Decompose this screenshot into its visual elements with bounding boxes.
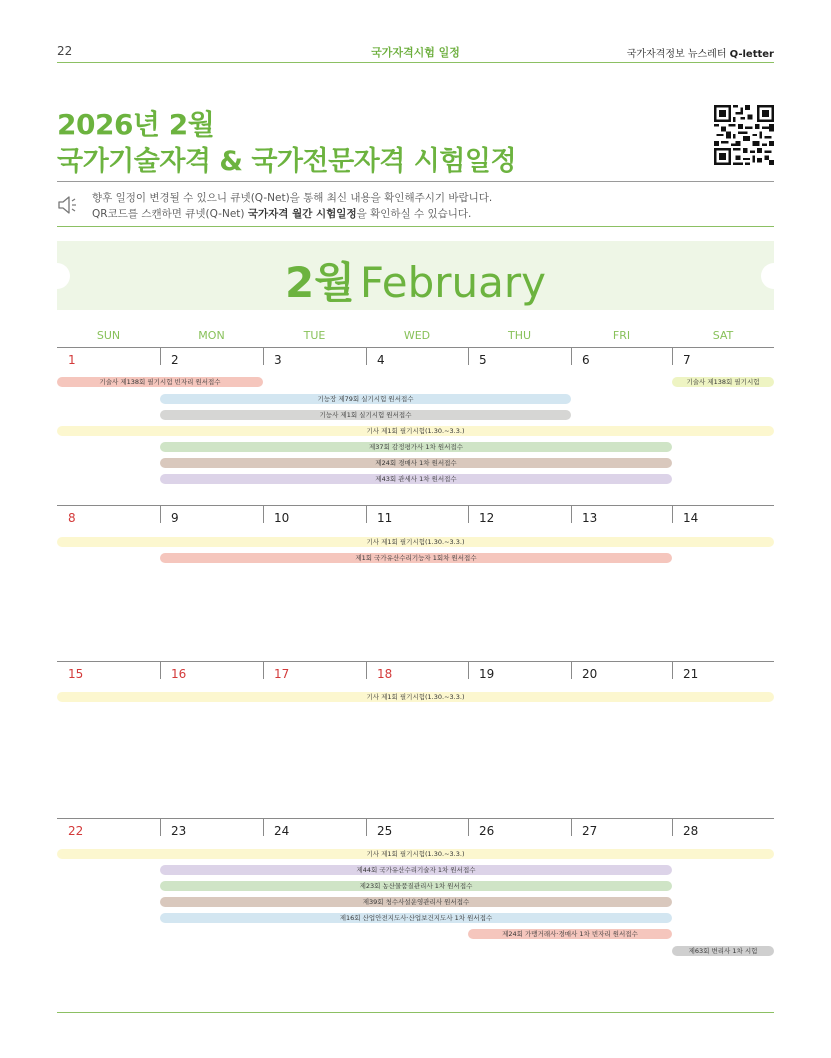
event-bar[interactable]: 기능사 제1회 실기시험 원서접수 <box>160 410 571 420</box>
notice-bottom-divider <box>57 226 774 227</box>
day-cell-divider <box>672 661 673 679</box>
event-bar[interactable]: 제24회 경매사 1차 원서접수 <box>160 458 672 468</box>
qr-code-icon[interactable] <box>714 105 774 165</box>
day-number: 14 <box>683 511 699 525</box>
day-cell-divider <box>263 505 264 523</box>
month-banner-title <box>0 250 831 310</box>
day-number: 2 <box>171 353 179 367</box>
day-number: 4 <box>377 353 385 367</box>
day-number: 11 <box>377 511 393 525</box>
day-cell-divider <box>672 818 673 836</box>
weekday-mon: MON <box>198 329 225 342</box>
event-bar[interactable]: 제39회 청수사설운영관리사 원서접수 <box>160 897 672 907</box>
day-number: 9 <box>171 511 179 525</box>
day-number: 12 <box>479 511 495 525</box>
page-number: 22 <box>57 44 73 58</box>
day-cell-divider <box>160 661 161 679</box>
day-cell-divider <box>160 818 161 836</box>
day-cell-divider <box>571 818 572 836</box>
day-number: 28 <box>683 824 699 838</box>
page-title-line2: 국가기술자격 & 국가전문자격 시험일정 <box>57 146 517 177</box>
day-number: 1 <box>68 353 76 367</box>
weekday-tue: TUE <box>303 329 326 342</box>
event-bar[interactable]: 제1회 국가유산수리기능자 1회차 원서접수 <box>160 553 672 563</box>
day-cell-divider <box>571 347 572 365</box>
header-divider <box>57 62 774 63</box>
day-number: 5 <box>479 353 487 367</box>
event-bar[interactable]: 기술사 제138회 필기시험 빈자리 원서접수 <box>57 377 263 387</box>
day-number: 21 <box>683 667 699 681</box>
event-bar[interactable]: 제24회 가맹거래사·경매사 1차 빈자리 원서접수 <box>468 929 672 939</box>
day-cell-divider <box>160 347 161 365</box>
day-number: 26 <box>479 824 495 838</box>
month-english: February <box>359 258 546 307</box>
week-divider <box>57 505 774 506</box>
event-bar[interactable]: 기술사 제138회 필기시험 <box>672 377 774 387</box>
day-number: 16 <box>171 667 187 681</box>
week-divider <box>57 347 774 348</box>
footer-divider <box>57 1012 774 1013</box>
day-cell-divider <box>468 818 469 836</box>
event-bar[interactable]: 제16회 산업안전지도사·산업보건지도사 1차 원서접수 <box>160 913 672 923</box>
day-cell-divider <box>160 505 161 523</box>
day-cell-divider <box>672 505 673 523</box>
day-number: 13 <box>582 511 598 525</box>
event-bar[interactable]: 제43회 관세사 1차 원서접수 <box>160 474 672 484</box>
day-number: 3 <box>274 353 282 367</box>
day-number: 15 <box>68 667 84 681</box>
day-number: 24 <box>274 824 290 838</box>
weekday-fri: FRI <box>612 329 631 342</box>
newsletter-brand: Q-letter <box>729 49 774 60</box>
event-bar[interactable]: 제37회 감정평가사 1차 원서접수 <box>160 442 672 452</box>
newsletter-name <box>627 45 774 60</box>
day-cell-divider <box>366 661 367 679</box>
day-number: 10 <box>274 511 290 525</box>
day-cell-divider <box>263 818 264 836</box>
notice-line-1: 향후 일정이 변경될 수 있으니 큐넷(Q-Net)을 통해 최신 내용을 확인해주시기 바랍니다. <box>92 192 493 204</box>
month-korean: 2월 <box>285 258 355 307</box>
day-number: 22 <box>68 824 84 838</box>
event-bar[interactable]: 기사 제1회 필기시험(1.30.~3.3.) <box>57 537 774 547</box>
day-cell-divider <box>468 505 469 523</box>
event-bar[interactable]: 기사 제1회 필기시험(1.30.~3.3.) <box>57 426 774 436</box>
week-divider <box>57 818 774 819</box>
event-bar[interactable]: 제23회 농산물품질관리사 1차 원서접수 <box>160 881 672 891</box>
day-cell-divider <box>571 661 572 679</box>
weekday-wed: WED <box>403 329 431 342</box>
day-number: 25 <box>377 824 393 838</box>
day-number: 7 <box>683 353 691 367</box>
day-cell-divider <box>263 347 264 365</box>
notice-line-2-post: 을 확인하실 수 있습니다. <box>356 208 472 220</box>
event-bar[interactable]: 기능장 제79회 실기시험 원서접수 <box>160 394 571 404</box>
day-number: 27 <box>582 824 598 838</box>
day-cell-divider <box>366 505 367 523</box>
day-cell-divider <box>468 347 469 365</box>
day-cell-divider <box>366 818 367 836</box>
day-number: 8 <box>68 511 76 525</box>
newsletter-prefix: 국가자격정보 뉴스레터 <box>626 49 730 60</box>
weekday-sat: SAT <box>712 329 734 342</box>
speaker-icon <box>57 194 81 216</box>
event-bar[interactable]: 제63회 변리사 1차 시험 <box>672 946 774 956</box>
day-number: 19 <box>479 667 495 681</box>
day-cell-divider <box>263 661 264 679</box>
notice-line-2-pre: QR코드를 스캔하면 큐넷(Q-Net) <box>92 208 248 220</box>
weekday-thu: THU <box>507 329 532 342</box>
event-bar[interactable]: 기사 제1회 필기시험(1.30.~3.3.) <box>57 849 774 859</box>
day-number: 17 <box>274 667 290 681</box>
notice-line-2 <box>92 206 471 221</box>
day-cell-divider <box>468 661 469 679</box>
page-title-line1: 2026년 2월 <box>57 108 215 141</box>
section-title: 국가자격시험 일정 <box>371 46 460 59</box>
notice-top-divider <box>57 181 774 182</box>
weekday-sun: SUN <box>96 329 121 342</box>
day-number: 23 <box>171 824 187 838</box>
day-number: 6 <box>582 353 590 367</box>
week-divider <box>57 661 774 662</box>
day-cell-divider <box>366 347 367 365</box>
day-number: 18 <box>377 667 393 681</box>
event-bar[interactable]: 제44회 국가유산수리기술자 1차 원서접수 <box>160 865 672 875</box>
event-bar[interactable]: 기사 제1회 필기시험(1.30.~3.3.) <box>57 692 774 702</box>
day-number: 20 <box>582 667 598 681</box>
notice-line-2-bold: 국가자격 월간 시험일정 <box>247 208 357 220</box>
day-cell-divider <box>672 347 673 365</box>
day-cell-divider <box>571 505 572 523</box>
